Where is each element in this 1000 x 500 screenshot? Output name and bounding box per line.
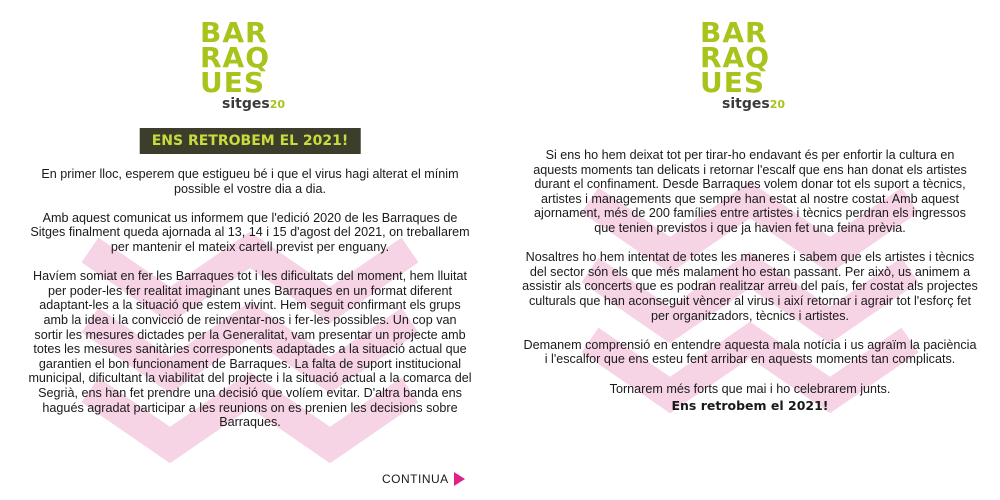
continue-label: CONTINUA	[382, 472, 449, 486]
headline-banner: ENS RETROBEM EL 2021!	[140, 128, 361, 154]
logo-city: sitges	[722, 96, 770, 112]
logo-line-2: RAQ	[700, 41, 771, 74]
right-body-text	[522, 148, 978, 428]
logo-line-2: RAQ	[200, 41, 271, 74]
logo-year: 20	[769, 98, 785, 111]
logo-line-3: UES	[700, 66, 766, 99]
right-panel	[500, 0, 1000, 500]
barraques-logo	[700, 16, 800, 113]
paragraph: Demanem comprensió en entendre aquesta mala notícia i us agraïm la paciència i l'escalfor que ens esteu fent arribar en aquests moments tan complicats.	[523, 337, 977, 367]
paragraph: Tornarem més forts que mai i ho celebrarem junts.	[609, 381, 891, 396]
barraques-logo	[200, 16, 300, 113]
paragraph: Havíem somiat en fer les Barraques tot i les dificultats del moment, hem lluitat per poder-les fer realitat imaginant unes Barraques en un format diferent adaptant-les a la situació que estem vivint. Hem seguit confirmant els grups amb la idea i la convicció de reinventar-nos i fer-les possibles. Un cop van sortir les mesures dictades per la Generalitat, vam presentar un projecte amb totes les mesures sanitàries corresponents adaptades a la situació actual que garantien el bon funcionament de Barraques. La falta de suport institucional municipal, dificultant la viabilitat del projecte i la situació actual a la comarca del Segrià, ens han fet prendre una decisió que volíem evitar. D'altra banda ens hagués agradat participar a les reunions on es prenien les decisions sobre Barraques.	[28, 269, 472, 430]
closing-line: Ens retrobem el 2021!	[671, 397, 829, 413]
logo-line-3: UES	[200, 66, 266, 99]
logo-city: sitges	[222, 96, 270, 112]
logo-year: 20	[269, 98, 285, 111]
logo-line-1: BAR	[200, 16, 268, 49]
left-body-text	[28, 167, 472, 444]
paragraph: Nosaltres ho hem intentat de totes les maneres i sabem que els artistes i tècnics del sector són els que més malament ho estan passant. Per això, us animem a assistir als concerts que es podran realitzar arreu del país, fer costat als projectes culturals que han aconseguit vèncer al virus i així retornar i agrair tot l'esforç fet per organitzadors, tècnics i artistes.	[522, 250, 978, 323]
play-arrow-icon	[454, 472, 465, 486]
continue-link[interactable]	[382, 472, 465, 486]
logo-line-1: BAR	[700, 16, 768, 49]
paragraph: Si ens ho hem deixat tot per tirar-ho endavant és per enfortir la cultura en aquests moments tan delicats i retornar l'escalf que ens han donat els artistes durant el confinament. Desde Barraques volem donar tot els suport a tècnics, artistes i managements que sempre han estat al nostre costat. Amb aquest ajornament, més de 200 famílies entre artistes i tècnics perdran els ingressos que tenien previstos i que ja havien fet una feina prèvia.	[533, 148, 967, 235]
paragraph: En primer lloc, esperem que estigueu bé i que el virus hagi alterat el mínim possible el vostre dia a dia.	[41, 167, 459, 196]
paragraph: Amb aquest comunicat us informem que l'edició 2020 de les Barraques de Sitges finalment queda ajornada al 13, 14 i 15 d'agost del 2021, on treballarem per mantenir el mateix cartell previst per enguany.	[30, 210, 470, 254]
